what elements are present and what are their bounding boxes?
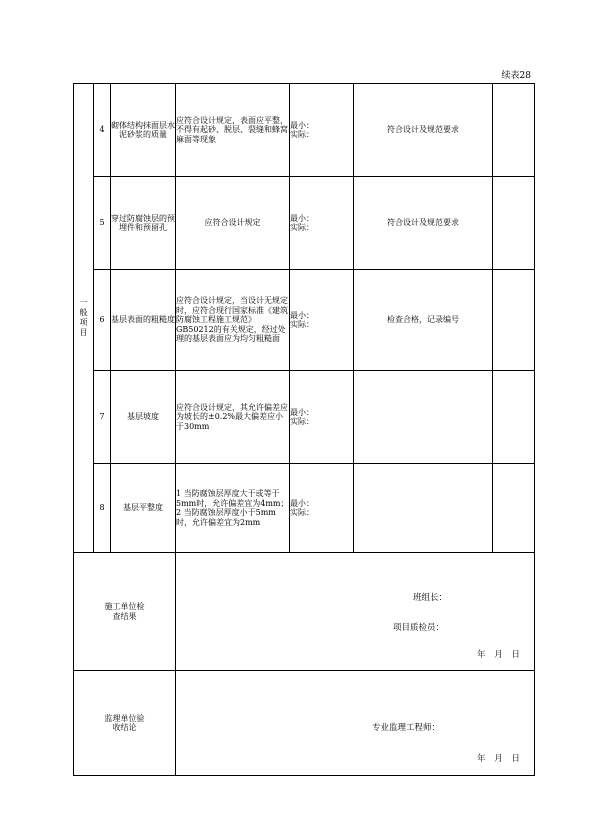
item-standard: 应符合设计规定，表面应平整，不得有起砂、脱层、裂缝和蜂窝麻面等现象 bbox=[176, 84, 290, 177]
supervision-signature-area[interactable] bbox=[176, 671, 535, 776]
item-number: 8 bbox=[94, 464, 111, 553]
min-label: 最小： bbox=[290, 213, 314, 223]
item-standard: 1 当防腐蚀层厚度大于或等于5mm时，允许偏差宜为4mm；2 当防腐蚀层厚度小于5mm时，允许偏差宜为2mm bbox=[176, 464, 290, 553]
item-number: 5 bbox=[94, 177, 111, 270]
construction-unit-label bbox=[74, 553, 176, 671]
table-row bbox=[74, 371, 535, 464]
remark-cell[interactable] bbox=[493, 371, 535, 464]
item-result[interactable]: 符合设计及规范要求 bbox=[354, 177, 493, 270]
remark-cell[interactable] bbox=[493, 464, 535, 553]
remark-cell[interactable] bbox=[493, 177, 535, 270]
supervision-label-text: 监理单位验收结论 bbox=[104, 713, 145, 732]
remark-cell[interactable] bbox=[493, 84, 535, 177]
item-result[interactable]: 检查合格，记录编号 bbox=[354, 270, 493, 371]
item-name: 穿过防腐蚀层的预埋件和预留孔 bbox=[111, 177, 176, 270]
item-standard: 应符合设计规定，其允许偏差应为坡长的±0.2%最大偏差应小于30mm bbox=[176, 371, 290, 464]
construction-date: 年 月 日 bbox=[477, 650, 520, 660]
actual-label: 实际： bbox=[290, 508, 314, 517]
construction-signature-area[interactable] bbox=[176, 553, 535, 671]
min-label: 最小： bbox=[290, 120, 314, 130]
min-label: 最小： bbox=[290, 407, 314, 417]
item-number: 4 bbox=[94, 84, 111, 177]
construction-row bbox=[74, 553, 535, 671]
actual-label: 实际： bbox=[290, 223, 314, 232]
item-result[interactable]: 符合设计及规范要求 bbox=[354, 84, 493, 177]
measurement-cell[interactable] bbox=[290, 371, 354, 464]
measurement-cell[interactable] bbox=[290, 464, 354, 553]
measurement-cell[interactable] bbox=[290, 84, 354, 177]
actual-label: 实际： bbox=[290, 130, 314, 139]
item-standard: 应符合设计规定 bbox=[176, 177, 290, 270]
section-label-cell bbox=[74, 84, 94, 553]
supervision-row bbox=[74, 671, 535, 776]
item-standard: 应符合设计规定，当设计无规定时，应符合现行国家标准《建筑防腐蚀工程施工规范》GB50212的有关规定，经过处理的基层表面应为均匀粗糙面 bbox=[176, 270, 290, 371]
actual-label: 实际： bbox=[290, 320, 314, 329]
table-row bbox=[74, 84, 535, 177]
construction-label-text: 施工单位检查结果 bbox=[104, 602, 145, 621]
item-name: 基层表面的粗糙度 bbox=[111, 270, 176, 371]
item-name: 砌体结构抹面层水泥砂浆的质量 bbox=[111, 84, 176, 177]
min-label: 最小： bbox=[290, 498, 314, 508]
item-result[interactable] bbox=[354, 371, 493, 464]
supervision-unit-label bbox=[74, 671, 176, 776]
table-row bbox=[74, 270, 535, 371]
inspection-form-table bbox=[73, 83, 535, 776]
page-number: 续表28 bbox=[501, 71, 531, 81]
team-leader-label: 班组长： bbox=[413, 593, 448, 603]
quality-inspector-label: 项目质检员： bbox=[393, 623, 445, 633]
section-label: 一般项目 bbox=[79, 298, 88, 337]
item-name: 基层平整度 bbox=[111, 464, 176, 553]
supervision-date: 年 月 日 bbox=[477, 754, 520, 764]
construction-signature-box bbox=[176, 553, 534, 670]
supervision-signature-box bbox=[176, 671, 534, 775]
item-number: 7 bbox=[94, 371, 111, 464]
actual-label: 实际： bbox=[290, 417, 314, 426]
measurement-cell[interactable] bbox=[290, 177, 354, 270]
measurement-cell[interactable] bbox=[290, 270, 354, 371]
table-row bbox=[74, 464, 535, 553]
table-row bbox=[74, 177, 535, 270]
item-name: 基层坡度 bbox=[111, 371, 176, 464]
item-number: 6 bbox=[94, 270, 111, 371]
remark-cell[interactable] bbox=[493, 270, 535, 371]
supervising-engineer-label: 专业监理工程师： bbox=[372, 723, 441, 733]
item-result[interactable] bbox=[354, 464, 493, 553]
min-label: 最小： bbox=[290, 310, 314, 320]
